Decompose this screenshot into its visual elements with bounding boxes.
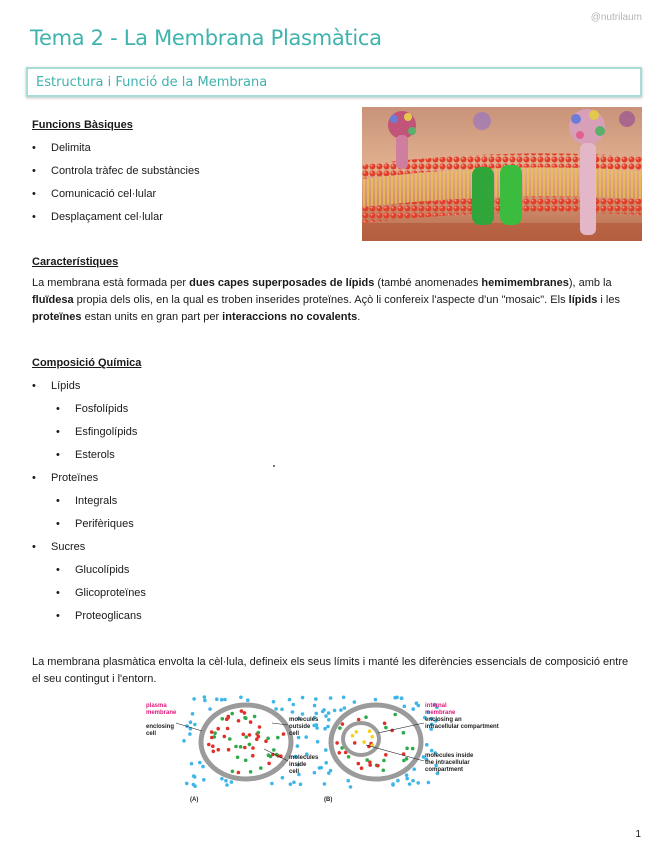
list-item: • Glicoproteïnes <box>32 587 332 610</box>
molecule-dot <box>374 698 378 702</box>
molecule-dot <box>280 708 284 712</box>
molecule-dot <box>289 782 293 786</box>
molecule-dot <box>313 771 317 775</box>
molecule-dot <box>321 710 325 714</box>
molecule-dot <box>427 781 431 785</box>
text-run: . <box>357 311 361 323</box>
list-item: • Controla tràfec de substàncies <box>32 165 200 188</box>
molecule-dot <box>215 697 219 701</box>
molecule-dot <box>382 769 386 773</box>
molecule-dot <box>221 717 225 721</box>
molecule-dot <box>425 743 429 747</box>
list-item: • Glucolípids <box>32 564 332 587</box>
molecule-dot <box>248 733 252 737</box>
molecule-dot <box>395 696 399 700</box>
molecule-dot <box>324 761 328 765</box>
molecule-dot <box>230 712 234 716</box>
molecule-dot <box>316 740 320 744</box>
molecule-dot <box>430 749 434 753</box>
text-run: La membrana està formada per <box>32 277 190 289</box>
molecule-dot <box>251 746 255 750</box>
text-run: i les <box>597 294 620 306</box>
molecule-dot <box>240 709 244 713</box>
molecule-dot <box>236 756 240 760</box>
molecule-dot <box>270 782 274 786</box>
molecule-dot <box>329 769 333 773</box>
molecule-dot <box>213 731 217 735</box>
molecule-dot <box>193 775 197 779</box>
molecule-dot <box>237 771 241 775</box>
molecule-dot <box>365 758 369 762</box>
composition-list <box>32 380 332 633</box>
molecule-dot <box>234 745 238 749</box>
molecule-dot <box>198 761 202 765</box>
molecule-dot <box>383 722 387 726</box>
molecule-dot <box>228 737 232 741</box>
molecule-dot <box>223 735 227 739</box>
molecule-dot <box>357 718 361 722</box>
molecule-dot <box>343 706 347 710</box>
molecule-dot <box>259 766 263 770</box>
molecule-dot <box>227 748 231 752</box>
label-enclosing-cell: enclosing cell <box>146 724 175 737</box>
compartment-diagram <box>146 695 499 805</box>
molecule-dot <box>411 707 415 711</box>
molecule-dot <box>301 696 305 700</box>
molecule-dot <box>405 777 409 781</box>
label-molecules-inside: molecules inside cell <box>289 755 319 775</box>
molecule-dot <box>276 736 280 740</box>
molecule-dot <box>257 731 261 735</box>
molecule-dot <box>329 696 333 700</box>
molecule-dot <box>370 735 374 739</box>
molecule-dot <box>333 709 337 713</box>
molecule-dot <box>243 711 247 715</box>
page-number: 1 <box>635 829 641 840</box>
molecule-dot <box>201 765 205 769</box>
molecule-dot <box>282 732 286 736</box>
molecule-dot <box>393 713 397 717</box>
molecule-dot <box>203 695 207 699</box>
molecule-dot <box>327 718 331 722</box>
molecule-dot <box>301 712 305 716</box>
molecule-dot <box>239 745 243 749</box>
molecule-dot <box>191 712 195 716</box>
molecule-dot <box>225 783 229 787</box>
closing-paragraph: La membrana plasmàtica envolta la cèl·lula, defineix els seus límits i manté les diferències essencials de composició entre el seu contingut i l'entorn. <box>32 656 629 685</box>
panel-b-label: (B) <box>324 797 333 803</box>
bold-text: proteïnes <box>32 311 82 323</box>
molecule-dot <box>384 753 388 757</box>
molecule-dot <box>382 759 386 763</box>
internal-membrane <box>343 723 379 755</box>
molecule-dot <box>364 715 368 719</box>
molecule-dot <box>411 779 415 783</box>
bold-text: hemimembranes <box>481 277 569 289</box>
stray-dot <box>273 465 275 467</box>
basic-functions-heading: Funcions Bàsiques <box>32 119 133 131</box>
list-item: • Desplaçament cel·lular <box>32 211 200 234</box>
bold-text: dues capes superposades de lípids <box>189 277 375 289</box>
molecule-dot <box>182 739 186 743</box>
molecule-dot <box>212 750 216 754</box>
molecule-dot <box>223 698 227 702</box>
molecule-dot <box>324 714 328 718</box>
list-item-lipids: • Lípids <box>32 380 332 403</box>
channel-protein-left <box>472 167 494 225</box>
molecule-dot <box>257 735 261 739</box>
molecule-dot <box>353 741 357 745</box>
molecule-dot <box>225 718 229 722</box>
list-item: • Esterols <box>32 449 332 472</box>
molecule-dot <box>210 730 214 734</box>
label-molecules-compartment: molecules inside the intracellular compartment <box>425 753 474 773</box>
panel-a-label: (A) <box>190 797 199 803</box>
molecule-dot <box>338 726 342 730</box>
label-molecules-outside: molecules outside cell <box>289 717 319 737</box>
molecule-dot <box>258 725 262 729</box>
molecule-dot <box>230 780 234 784</box>
molecule-dot <box>249 770 253 774</box>
molecule-dot <box>324 748 328 752</box>
molecule-dot <box>335 741 339 745</box>
molecule-dot <box>312 724 316 728</box>
molecule-dot <box>244 759 248 763</box>
molecule-dot <box>243 746 247 750</box>
molecule-dot <box>185 782 189 786</box>
molecule-dot <box>292 781 296 785</box>
molecule-dot <box>220 777 224 781</box>
bold-text: interaccions no covalents <box>222 311 358 323</box>
molecule-dot <box>267 762 271 766</box>
list-item: • Integrals <box>32 495 332 518</box>
molecule-dot <box>402 759 406 763</box>
molecule-dot <box>291 710 295 714</box>
molecule-dot <box>203 699 207 703</box>
molecule-dot <box>315 726 319 730</box>
molecule-dot <box>339 708 343 712</box>
molecule-dot <box>226 727 230 731</box>
molecule-dot <box>326 725 330 729</box>
molecule-dot <box>338 751 342 755</box>
molecule-dot <box>207 743 211 747</box>
page-title: Tema 2 - La Membrana Plasmàtica <box>30 26 382 50</box>
membrane-illustration <box>362 107 642 241</box>
channel-protein-right <box>500 165 522 225</box>
molecule-dot <box>246 698 250 702</box>
molecule-dot <box>341 722 345 726</box>
molecule-dot <box>400 697 404 701</box>
molecule-dot <box>248 743 252 747</box>
molecule-dot <box>210 736 214 740</box>
molecule-dot <box>243 716 247 720</box>
molecule-dot <box>368 729 372 733</box>
molecule-dot <box>251 754 255 758</box>
molecule-dot <box>216 727 220 731</box>
label-plasma-membrane: plasma membrane <box>146 703 177 716</box>
molecule-dot <box>405 747 409 751</box>
list-item: • Delimita <box>32 142 200 165</box>
molecule-dot <box>415 701 419 705</box>
molecule-dot <box>292 703 296 707</box>
molecule-dot <box>224 779 228 783</box>
molecule-dot <box>192 783 196 787</box>
molecule-dot <box>313 704 317 708</box>
molecule-dot <box>416 781 420 785</box>
molecule-dot <box>342 696 346 700</box>
molecule-dot <box>189 720 193 724</box>
list-item: • Esfingolípids <box>32 426 332 449</box>
molecule-dot <box>412 767 416 771</box>
list-item: • Proteoglicans <box>32 610 332 633</box>
molecule-dot <box>266 737 270 741</box>
molecule-dot <box>360 766 364 770</box>
molecule-dot <box>391 782 395 786</box>
molecule-dot <box>323 782 327 786</box>
molecule-dot <box>376 764 380 768</box>
molecule-dot <box>351 734 355 738</box>
molecule-dot <box>272 700 276 704</box>
list-item: • Comunicació cel·lular <box>32 188 200 211</box>
molecule-dot <box>253 715 257 719</box>
list-item-proteins: • Proteïnes <box>32 472 332 495</box>
molecule-dot <box>402 731 406 735</box>
bold-text: lípids <box>568 294 598 306</box>
characteristics-paragraph <box>32 275 630 326</box>
molecule-dot <box>202 778 206 782</box>
molecule-dot <box>355 730 359 734</box>
molecule-dot <box>403 705 407 709</box>
molecule-dot <box>239 696 243 700</box>
watermark: @nutrilaum <box>590 12 642 23</box>
molecule-dot <box>264 739 268 743</box>
molecule-dot <box>272 748 276 752</box>
molecule-dot <box>304 735 308 739</box>
label-enclosing-compartment: enclosing an intracellular compartment <box>425 717 499 730</box>
molecule-dot <box>327 711 331 715</box>
list-item: • Perifèriques <box>32 518 332 541</box>
molecule-dot <box>208 707 212 711</box>
molecule-dot <box>296 744 300 748</box>
list-item: • Fosfolípids <box>32 403 332 426</box>
molecule-dot <box>384 726 388 730</box>
molecule-dot <box>396 779 400 783</box>
section-title: Estructura i Funció de la Membrana <box>36 75 268 90</box>
text-run: propia dels olis, en la qual es troben inserides proteïnes. Açò li confereix l'aspecte d'un "mosaic". Els <box>73 294 569 306</box>
molecule-dot <box>314 697 318 701</box>
molecule-dot <box>353 700 357 704</box>
molecule-dot <box>411 747 415 751</box>
molecule-dot <box>242 733 246 737</box>
molecule-dot <box>323 727 327 731</box>
molecule-dot <box>274 707 278 711</box>
molecule-dot <box>211 744 215 748</box>
molecule-dot <box>192 697 196 701</box>
molecule-dot <box>190 762 194 766</box>
molecule-dot <box>231 770 235 774</box>
plasma-membrane-a <box>201 705 291 779</box>
basic-functions-list <box>32 142 200 234</box>
molecule-dot <box>299 783 303 787</box>
molecule-dot <box>349 785 353 789</box>
molecule-dot <box>237 719 241 723</box>
molecule-dot <box>357 762 361 766</box>
molecule-dot <box>405 773 409 777</box>
molecule-dot <box>217 748 221 752</box>
molecule-dot <box>362 740 366 744</box>
bold-text: fluïdesa <box>32 294 74 306</box>
molecule-dot <box>408 782 412 786</box>
composition-heading: Composició Química <box>32 357 142 369</box>
molecule-dot <box>288 698 292 702</box>
molecule-dot <box>347 755 351 759</box>
molecule-dot <box>245 735 249 739</box>
molecule-dot <box>315 712 319 716</box>
section-title-box <box>26 67 642 97</box>
list-item-sugars: • Sucres <box>32 541 332 564</box>
characteristics-heading: Característiques <box>32 256 119 268</box>
text-run: ), amb la <box>568 277 612 289</box>
label-internal-membrane: internal membrane <box>425 703 456 716</box>
molecule-dot <box>319 766 323 770</box>
molecule-dot <box>249 720 253 724</box>
text-run: estan units en gran part per <box>81 311 223 323</box>
molecule-dot <box>193 723 197 727</box>
molecule-dot <box>346 779 350 783</box>
text-run: (també anomenades <box>374 277 482 289</box>
molecule-dot <box>220 698 224 702</box>
molecule-dot <box>188 732 192 736</box>
molecule-dot <box>281 776 285 780</box>
